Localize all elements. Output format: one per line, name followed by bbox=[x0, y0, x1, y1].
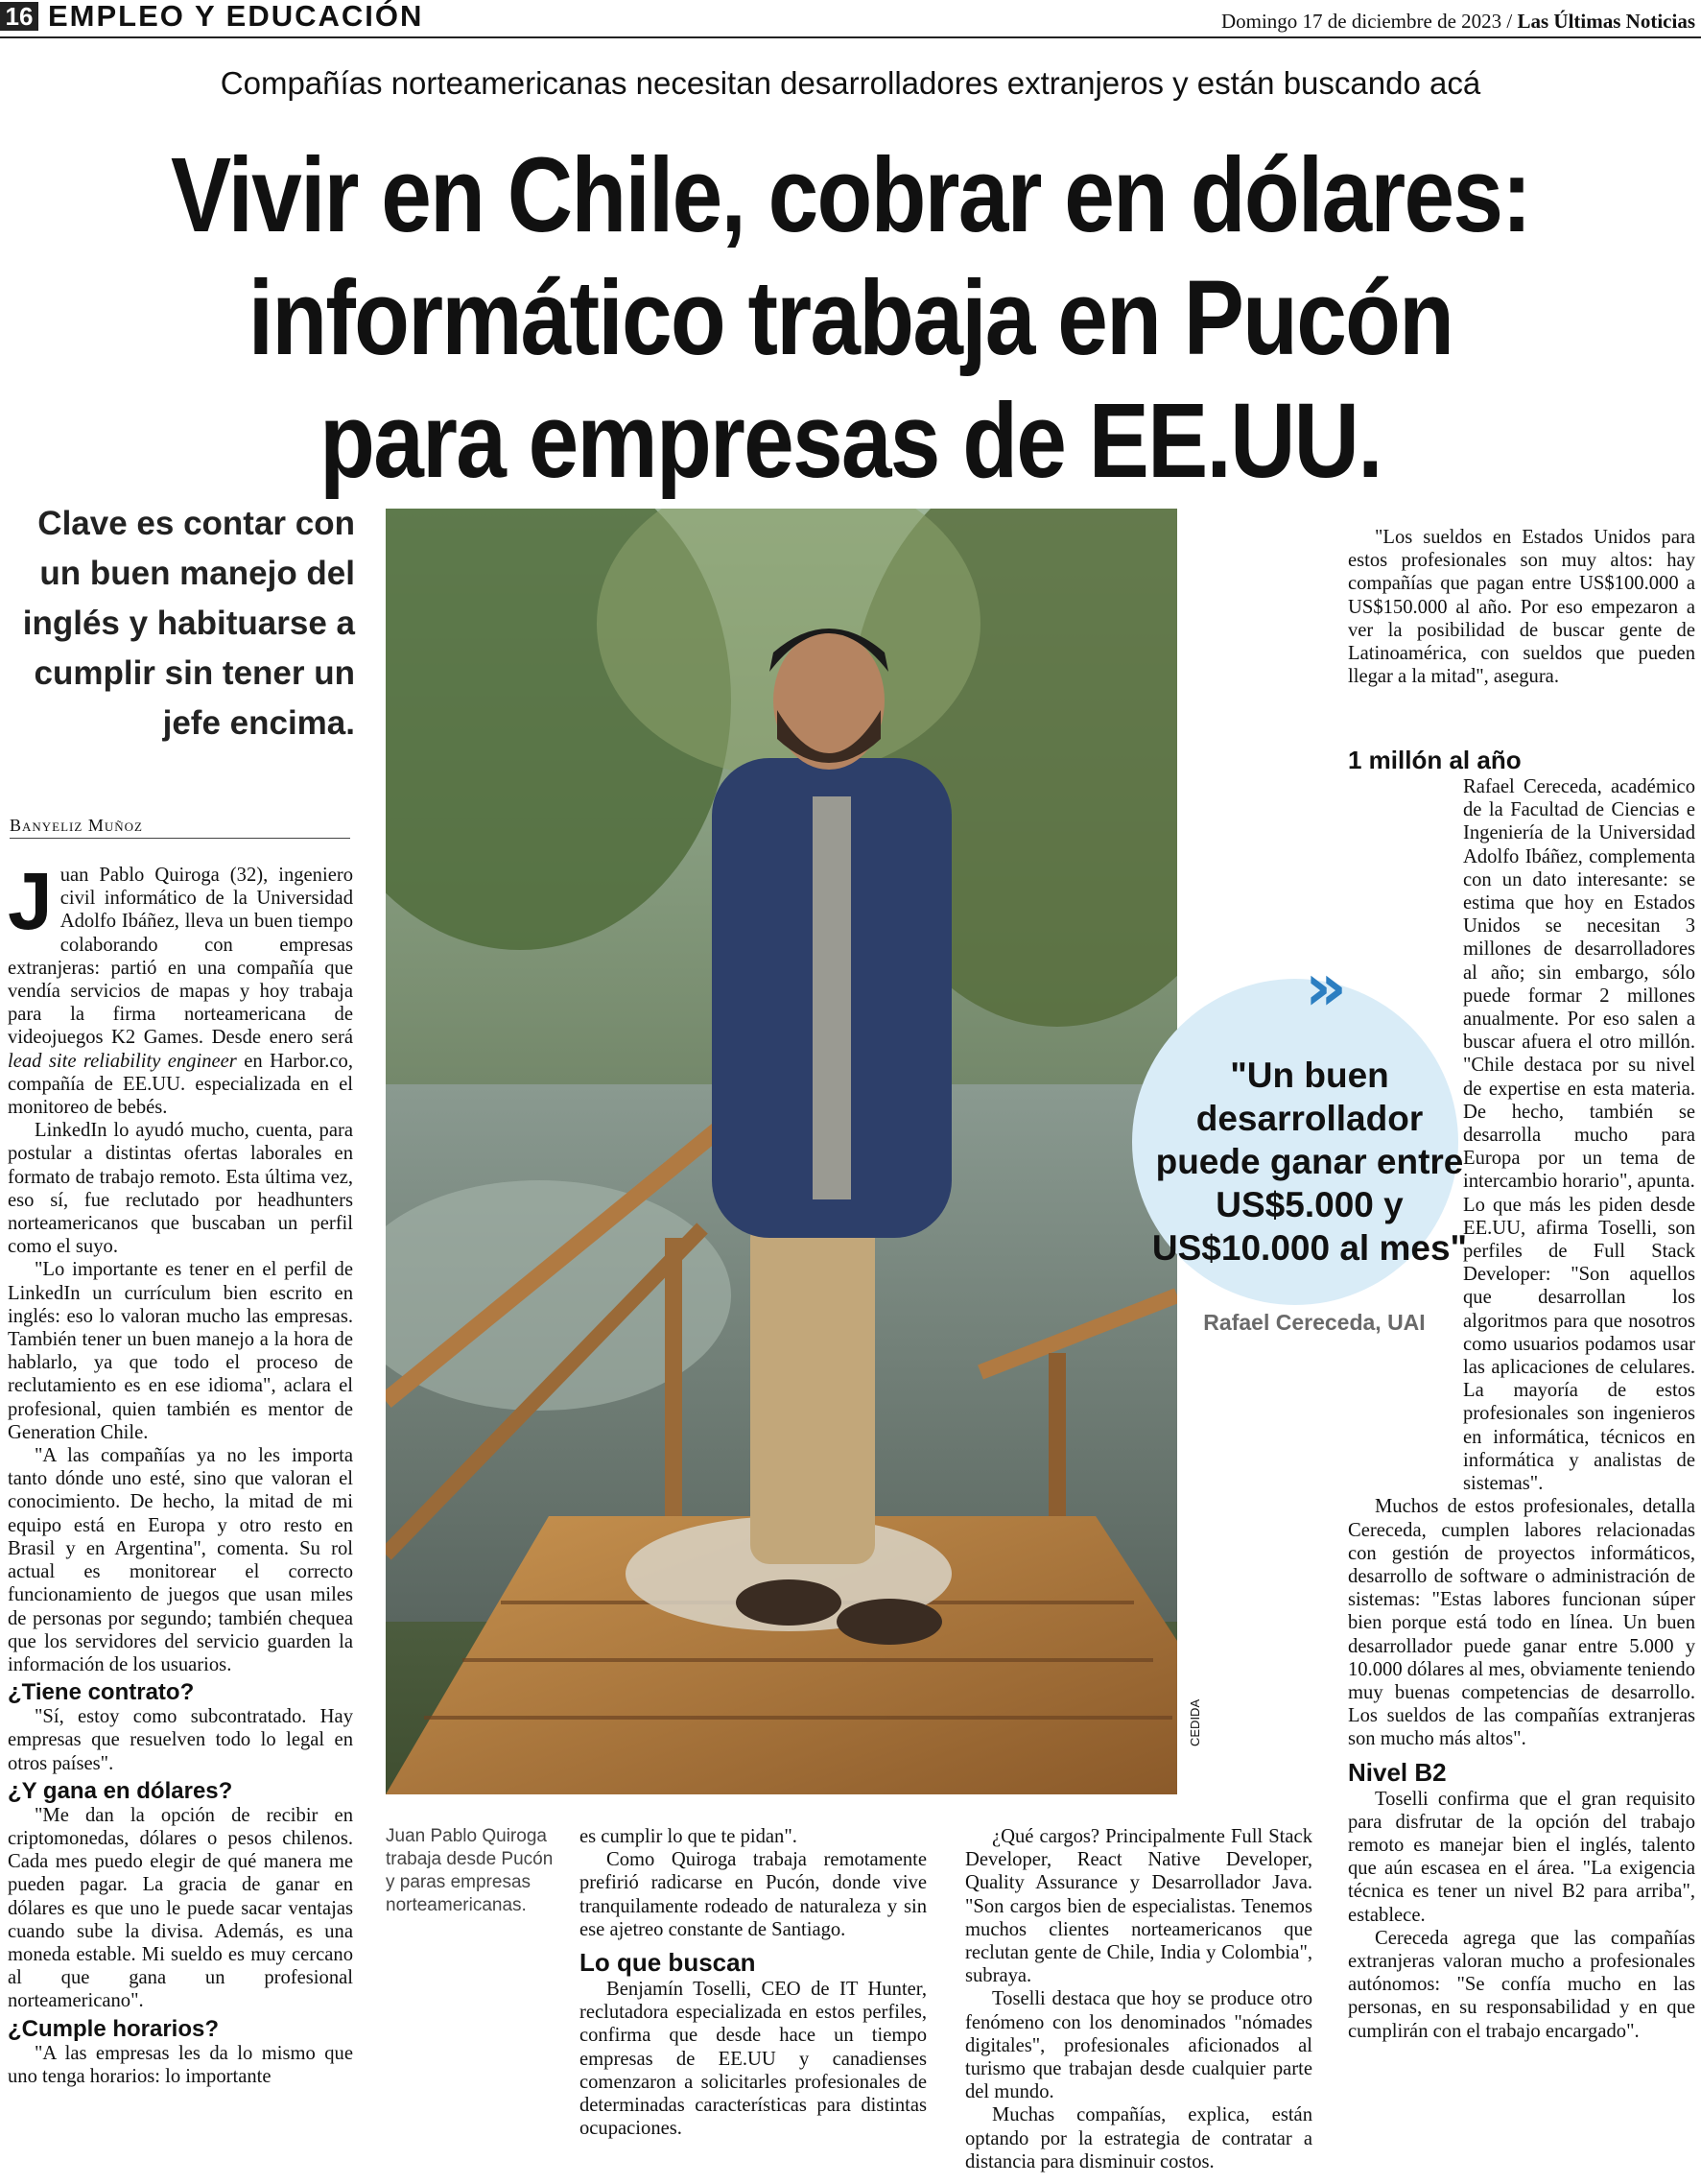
kicker: Compañías norteamericanas necesitan desarrolladores extranjeros y están buscando acá bbox=[220, 65, 1481, 101]
headline-line: para empresas de EE.UU. bbox=[319, 382, 1382, 500]
article-photo bbox=[386, 509, 1177, 1794]
subhead: Clave es contar con un buen manejo del inglés y habituarse a cumplir sin tener un jefe encima. bbox=[22, 505, 355, 742]
photo-illustration bbox=[386, 509, 1177, 1794]
question: ¿Y gana en dólares? bbox=[8, 1777, 233, 1804]
article-column-4-continued bbox=[1348, 739, 1695, 2043]
masthead-rule bbox=[0, 36, 1701, 38]
section-title: EMPLEO Y EDUCACIÓN bbox=[48, 0, 424, 33]
section-heading: 1 millón al año bbox=[1348, 746, 1522, 774]
section-heading: Nivel B2 bbox=[1348, 1757, 1447, 1787]
paragraph: "Sí, estoy como subcontratado. Hay empresas que resuelven todo lo legal en otros países". bbox=[8, 1706, 353, 1774]
question: ¿Cumple horarios? bbox=[8, 2015, 220, 2042]
paragraph: Lo que más les piden desde EE.UU, afirma Toselli, son perfiles de Full Stack Developer: "Son aquellos que desarrollan los algoritmos para que nosotros como usuarios podamos usar las aplicaciones de celulares. La mayoría de estos profesionales son ingenieros en informática, técnicos en informática y analistas de sistemas". bbox=[1463, 1194, 1695, 1495]
paragraph: "Los sueldos en Estados Unidos para estos profesionales son muy altos: hay compañías que pagan entre US$100.000 a US$150.000 al año. Por eso empezaron a ver la posibilidad de buscar gente de Latinoamérica, con sueldos que pueden llegar a la mitad", asegura. bbox=[1348, 527, 1695, 688]
headline-line: informático trabaja en Pucón bbox=[248, 259, 1453, 377]
paragraph: ¿Qué cargos? Principalmente Full Stack Developer, React Native Developer, Quality Assurance y Desarrollador Java. "Son cargos bien de especialistas. Tenemos muchos clientes norteamericanos que reclutan gente de Chile, India y Colombia", subraya. bbox=[965, 1826, 1312, 1987]
paragraph: Toselli destaca que hoy se produce otro fenómeno con los denominados "nómades digitales", profesionales aficionados al turismo que trabajan desde cualquier parte del mundo. bbox=[965, 1988, 1312, 2103]
paragraph: Toselli confirma que el gran requisito para disfrutar de la opción del trabajo remoto es manejar bien el inglés, talento que aún escasea en el área. "La exigencia técnica es tener un nivel B2 para arriba", establece. bbox=[1348, 1788, 1695, 1926]
paragraph: Como Quiroga trabaja remotamente prefirió radicarse en Pucón, donde vive tranquilamente rodeado de naturaleza y sin ese ajetreo constante de Santiago. bbox=[579, 1849, 927, 1940]
article-column-2 bbox=[579, 1825, 927, 2140]
paragraph: Cereceda agrega que las compañías extranjeras valoran mucho a profesionales autónomos: "Se confía mucho en las personas, en su responsabilidad y en que cumplirán con el trabajo encargado". bbox=[1348, 1927, 1695, 2042]
photo-caption: Juan Pablo Quiroga trabaja desde Pucón y paras empresas norteamericanas. bbox=[386, 1826, 554, 1915]
paragraph: LinkedIn lo ayudó mucho, cuenta, para postular a distintas ofertas laborales en formato de trabajo remoto. Esta última vez, eso sí, fue reclutado por headhunters norteamericanos que buscaban un perfil como el suyo. bbox=[8, 1120, 353, 1258]
headline-line: Vivir en Chile, cobrar en dólares: bbox=[170, 136, 1531, 254]
text: uan Pablo Quiroga (32), ingeniero civil informático de la Universidad Adolfo Ibáñez, lleva un buen tiempo colaborando con empresas extranjeras: partió en una compañía que vendía servicios de mapas y hoy trabaja para la firma norteamericana de videojuegos K2 Games. Desde enero será bbox=[8, 865, 353, 1049]
date: Domingo 17 de diciembre de 2023 / bbox=[1220, 10, 1513, 33]
paragraph: Muchas compañías, explica, están optando por la estrategia de contratar a distancia para disminuir costos. bbox=[965, 2104, 1312, 2172]
question: ¿Tiene contrato? bbox=[8, 1679, 195, 1706]
drop-cap: J bbox=[8, 856, 53, 946]
chevron-icon: » bbox=[1305, 950, 1330, 1026]
page-number: 16 bbox=[0, 2, 38, 31]
pullquote-text: "Un buen desarrollador puede ganar entre US$5.000 y US$10.000 al mes" bbox=[1151, 1056, 1468, 1268]
article-column-3 bbox=[965, 1825, 1312, 2173]
paragraph: "Lo importante es tener en el perfil de LinkedIn un currículum bien escrito en inglés: eso lo valoran mucho las empresas. También tener un buen manejo a la hora de hablarlo, ya que todo el proceso de reclutamiento es en ese idioma", aclara el profesional, quien también es mentor de Generation Chile. bbox=[8, 1259, 353, 1443]
paragraph: Benjamín Toselli, CEO de IT Hunter, reclutadora especializada en estos perfiles, confirma que desde hace un tiempo empresas de EE.UU y canadienses comenzaron a solicitarles profesionales de determinadas características para distintas ocupaciones. bbox=[579, 1979, 927, 2140]
paragraph: "A las compañías ya no les importa tanto dónde uno esté, sino que valoran el conocimiento. De hecho, la mitad de mi equipo está en Europa y otro resto en Brasil y en Argentina", comenta. Su rol actual es monitorear el correcto funcionamiento de juegos que usan miles de personas por segundo; también chequea que los servidores del servicio guarden la información de los usuarios. bbox=[8, 1445, 353, 1675]
paragraph: es cumplir lo que te pidan". bbox=[579, 1826, 797, 1847]
pullquote-author: Rafael Cereceda, UAI bbox=[1203, 1310, 1426, 1335]
photo-credit: CEDIDA bbox=[1188, 1698, 1202, 1746]
italic-text: lead site reliability engineer bbox=[8, 1050, 237, 1072]
article-column-1 bbox=[8, 856, 353, 2088]
paragraph: Rafael Cereceda, académico de la Facultad de Ciencias e Ingeniería de la Universidad Adolfo Ibáñez, complementa con un dato interesante: se estima que hoy en Estados Unidos se necesitan 3 millones de desarrolladores al año; sin embargo, sólo puede formar 2 millones anualmente. Por eso salen a buscar afuera el otro millón. "Chile destaca por su nivel de expertise en esta materia. De hecho, también se desarrolla mucho para Europa por un tema de intercambio horario", apunta. bbox=[1463, 776, 1695, 1193]
paragraph bbox=[8, 856, 353, 1119]
paragraph: "A las empresas les da lo mismo que uno tenga horarios: lo importante bbox=[8, 2042, 353, 2087]
byline: Banyeliz Muñoz bbox=[10, 816, 350, 839]
dateline bbox=[1221, 10, 1695, 34]
paragraph: Muchos de estos profesionales, detalla Cereceda, cumplen labores relacionadas con gestión de proyectos informáticos, desarrollo de software o administración de sistemas: "Estas labores funcionan súper bien porque está todo en línea. Un buen desarrollador puede ganar entre 5.000 y 10.000 dólares al mes, obviamente teniendo muy buenas competencias de desarrollo. Los sueldos de las compañías extranjeras son mucho más altos". bbox=[1348, 1496, 1696, 1750]
headline bbox=[153, 134, 1549, 503]
newspaper-name: Las Últimas Noticias bbox=[1517, 10, 1695, 33]
article-column-4 bbox=[1348, 526, 1695, 688]
text: en Harbor.co, compañía de EE.UU. especializada en el monitoreo de bebés. bbox=[8, 1050, 353, 1119]
paragraph: "Me dan la opción de recibir en criptomonedas, dólares o pesos chilenos. Cada mes puedo elegir de qué manera me pueden pagar. La gracia de ganar en dólares es que uno le puede sacar ventajas cuando sube la divisa. Además, es una moneda estable. Mi sueldo es muy cercano al que gana un profesional norteamericano". bbox=[8, 1804, 353, 2012]
section-heading: Lo que buscan bbox=[579, 1948, 756, 1978]
